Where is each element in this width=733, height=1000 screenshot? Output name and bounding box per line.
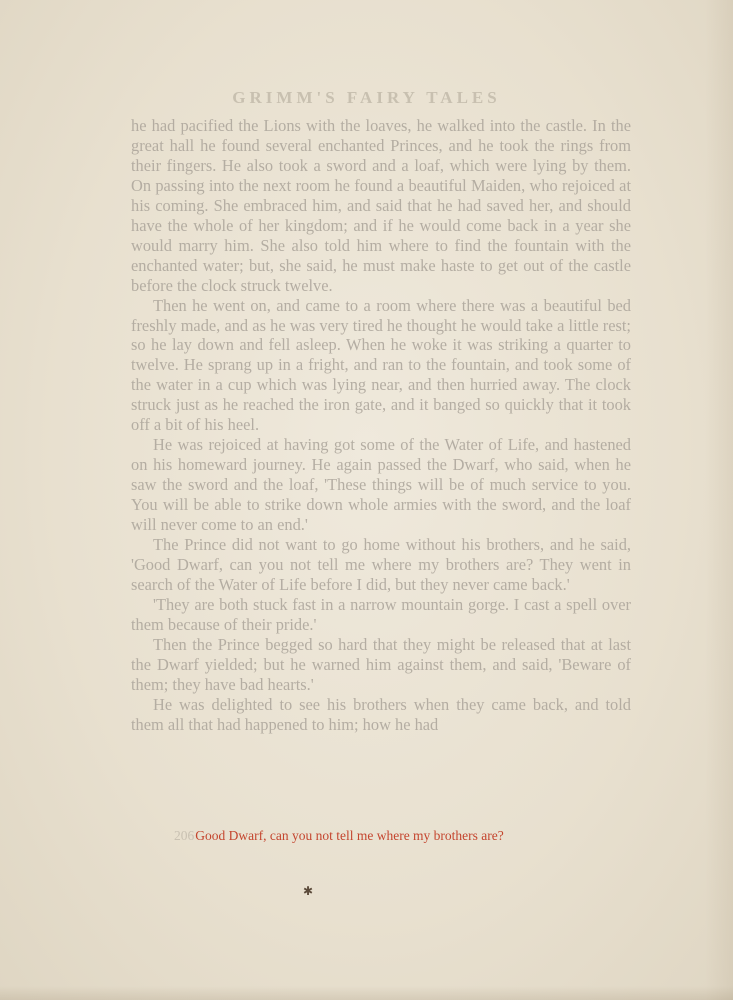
page-edge-shadow <box>705 0 733 1000</box>
bleed-paragraph: He was delighted to see his brothers when they came back, and told them all that had happened to him; how he had <box>131 694 631 734</box>
bleed-paragraph: He was rejoiced at having got some of the Water of Life, and hastened on his homeward journey. He again passed the Dwarf, who said, when he saw the sword and the loaf, 'These things will be of much service to you. You will be able to strike down whole armies with the sword, and the loaf will never come to an end.' <box>131 435 631 535</box>
bleed-paragraph: he had pacified the Lions with the loaves, he walked into the castle. In the great hall he found several enchanted Princes, and he took the rings from their fingers. He also took a sword and a loaf, which were lying by them. On passing into the next room he found a beautiful Maiden, who rejoiced at his coming. She embraced him, and said that he had saved her, and should have the whole of her kingdom; and if he would come back in a year she would marry him. She also told him where to find the fountain with the enchanted water; but, she said, he must make haste to get out of the castle before the clock struck twelve. <box>131 116 631 295</box>
bleed-paragraph: Then he went on, and came to a room where there was a beautiful bed freshly made, and as he was very tired he thought he would take a little rest; so he lay down and fell asleep. When he woke it was striking a quarter to twelve. He sprang up in a fright, and ran to the fountain, and took some of the water in a cup which was lying near, and then hurried away. The clock struck just as he reached the iron gate, and it banged so quickly that it took off a bit of his heel. <box>131 295 631 435</box>
bleed-paragraph: The Prince did not want to go home without his brothers, and he said, 'Good Dwarf, can you not tell me where my brothers are? They went in search of the Water of Life before I did, but they never came back.' <box>131 535 631 594</box>
page-bottom-edge <box>0 986 733 1000</box>
ornament-mark: ✱ <box>303 884 314 898</box>
page-number: 206 <box>174 828 195 843</box>
bleed-through-text <box>131 116 631 735</box>
bleed-paragraph: Then the Prince begged so hard that they might be released that at last the Dwarf yielded; but he warned him against them, and said, 'Beware of them; they have bad hearts.' <box>131 634 631 694</box>
running-head: GRIMM'S FAIRY TALES <box>232 88 501 107</box>
caption-text: Good Dwarf, can you not tell me where my brothers are? <box>195 828 504 843</box>
illustration-caption <box>174 828 594 844</box>
bleed-paragraph: 'They are both stuck fast in a narrow mountain gorge. I cast a spell over them because of their pride.' <box>131 594 631 634</box>
